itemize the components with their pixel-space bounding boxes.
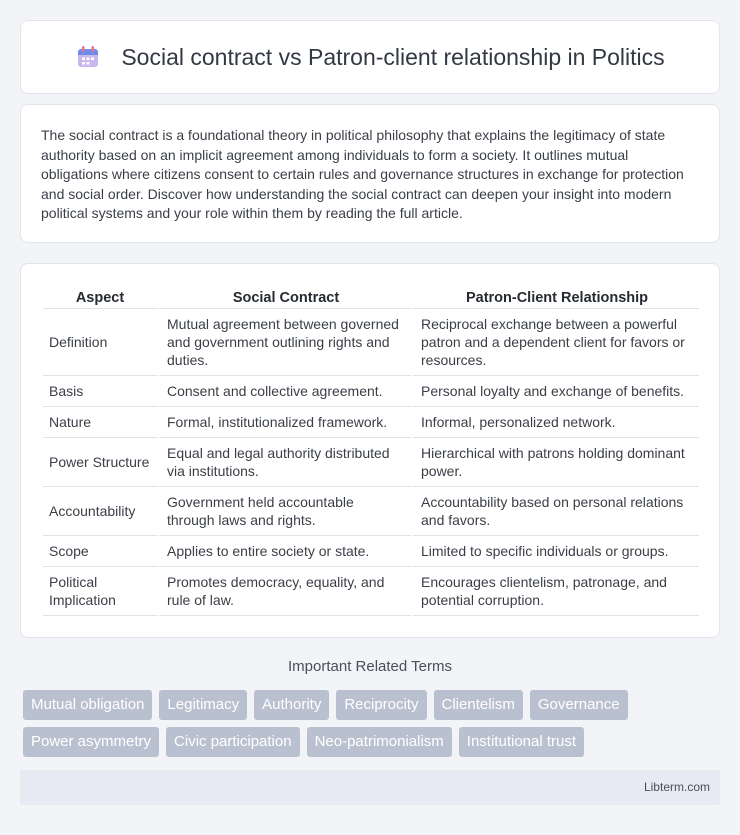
column-header-patron-client: Patron-Client Relationship xyxy=(411,286,699,308)
row-patron-client: Informal, personalized network. xyxy=(411,406,699,437)
tag-authority[interactable]: Authority xyxy=(254,690,329,720)
row-aspect: Accountability xyxy=(43,486,157,535)
tag-power-asymmetry[interactable]: Power asymmetry xyxy=(23,727,159,757)
row-aspect: Nature xyxy=(43,406,157,437)
table-row xyxy=(43,308,699,375)
row-social-contract: Equal and legal authority distributed via institutions. xyxy=(157,437,411,486)
tag-clientelism[interactable]: Clientelism xyxy=(434,690,523,720)
row-social-contract: Formal, institutionalized framework. xyxy=(157,406,411,437)
row-aspect: Scope xyxy=(43,535,157,566)
tag-neo-patrimonialism[interactable]: Neo-patrimonialism xyxy=(307,727,452,757)
tag-governance[interactable]: Governance xyxy=(530,690,628,720)
related-terms-list xyxy=(23,690,723,764)
table-row xyxy=(43,406,699,437)
row-patron-client: Accountability based on personal relations and favors. xyxy=(411,486,699,535)
table-row xyxy=(43,375,699,406)
row-social-contract: Promotes democracy, equality, and rule of law. xyxy=(157,566,411,616)
row-aspect: Basis xyxy=(43,375,157,406)
table-row xyxy=(43,486,699,535)
intro-paragraph: The social contract is a foundational theory in political philosophy that explains the legitimacy of state authority based on an implicit agreement among individuals to form a society. It outlines mutual obligations where citizens consent to certain rules and governance structures in exchange for protection and social order. Discover how understanding the social contract can deepen your insight into modern political systems and your role within them by reading the full article. xyxy=(41,127,684,221)
tag-mutual-obligation[interactable]: Mutual obligation xyxy=(23,690,152,720)
related-terms-heading: Important Related Terms xyxy=(288,658,452,675)
tag-civic-participation[interactable]: Civic participation xyxy=(166,727,300,757)
row-social-contract: Consent and collective agreement. xyxy=(157,375,411,406)
table-row xyxy=(43,437,699,486)
row-social-contract: Government held accountable through laws and rights. xyxy=(157,486,411,535)
table-header-row xyxy=(43,286,699,308)
column-header-aspect: Aspect xyxy=(75,290,125,306)
comparison-card xyxy=(20,263,720,638)
title-card xyxy=(20,20,720,94)
page-title: Social contract vs Patron-client relationship in Politics xyxy=(121,43,665,70)
tag-legitimacy[interactable]: Legitimacy xyxy=(159,690,247,720)
footer xyxy=(20,770,720,805)
tag-row xyxy=(23,727,723,757)
tag-institutional-trust[interactable]: Institutional trust xyxy=(459,727,584,757)
row-patron-client: Personal loyalty and exchange of benefits. xyxy=(411,375,699,406)
row-patron-client: Hierarchical with patrons holding dominant power. xyxy=(411,437,699,486)
footer-site-link[interactable]: Libterm.com xyxy=(643,780,710,794)
tag-row xyxy=(23,690,723,720)
intro-card xyxy=(20,104,720,243)
table-row xyxy=(43,535,699,566)
row-social-contract: Applies to entire society or state. xyxy=(157,535,411,566)
calendar-icon xyxy=(75,44,101,70)
row-social-contract: Mutual agreement between governed and government outlining rights and duties. xyxy=(157,308,411,375)
row-aspect: Definition xyxy=(43,308,157,375)
row-aspect: Power Structure xyxy=(43,437,157,486)
column-header-social-contract: Social Contract xyxy=(157,286,411,308)
row-aspect: Political Implication xyxy=(43,566,157,616)
row-patron-client: Reciprocal exchange between a powerful patron and a dependent client for favors or resources. xyxy=(411,308,699,375)
comparison-table xyxy=(43,286,699,616)
table-row xyxy=(43,566,699,616)
row-patron-client: Limited to specific individuals or groups. xyxy=(411,535,699,566)
tag-reciprocity[interactable]: Reciprocity xyxy=(336,690,426,720)
row-patron-client: Encourages clientelism, patronage, and potential corruption. xyxy=(411,566,699,616)
